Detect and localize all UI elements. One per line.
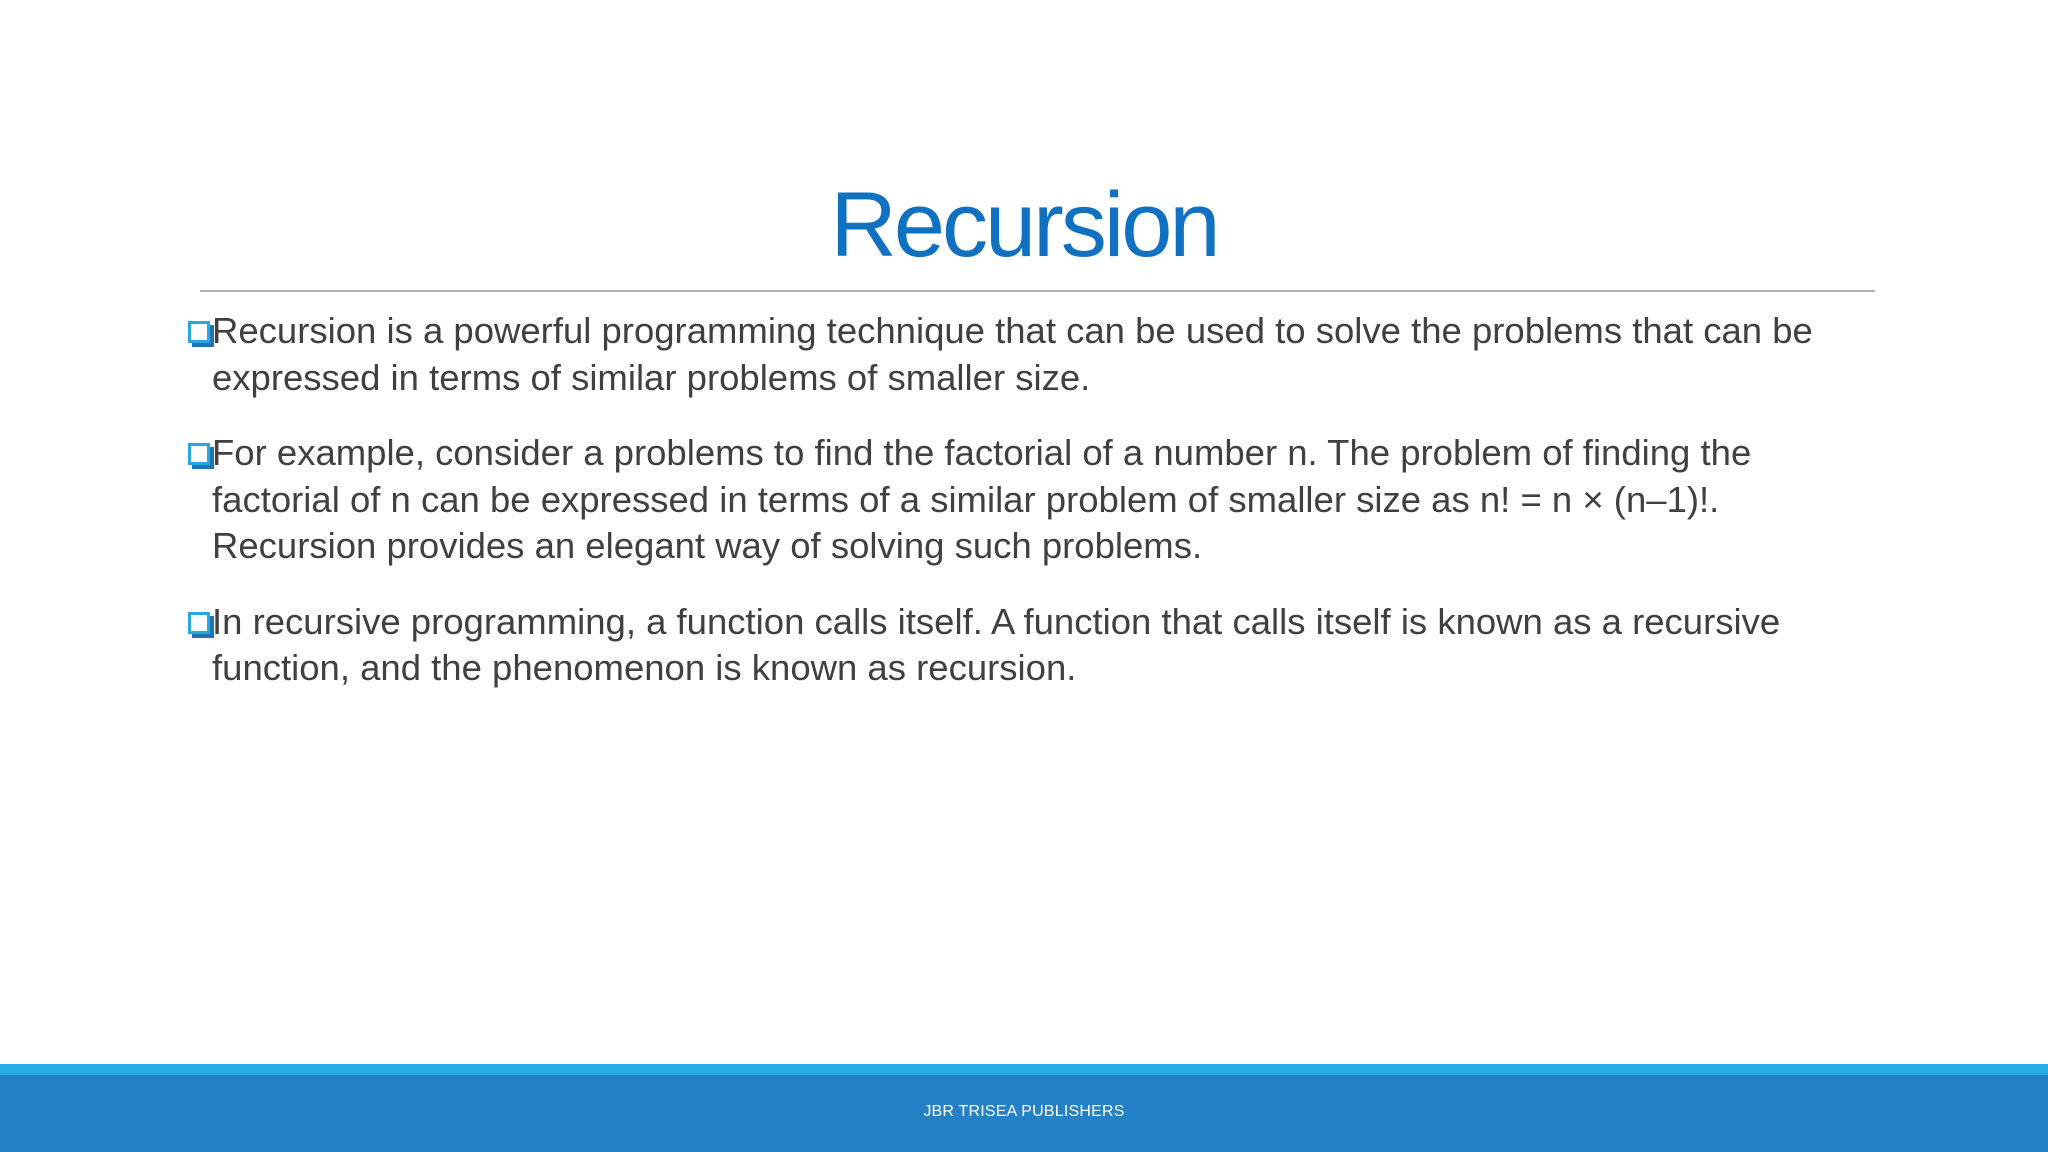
bullet-item (188, 308, 1838, 401)
checkbox-icon (188, 612, 210, 634)
bullet-list (188, 308, 1838, 721)
bullet-text: Recursion is a powerful programming technique that can be used to solve the problems that can be expressed in terms of similar problems of smaller size. (212, 310, 1813, 398)
bullet-item (188, 430, 1838, 570)
title-divider (200, 290, 1875, 292)
slide-title: Recursion (830, 174, 1218, 276)
footer-publisher: JBR TRISEA PUBLISHERS (923, 1103, 1125, 1120)
bullet-text: For example, consider a problems to find the factorial of a number n. The problem of finding the factorial of n can be expressed in terms of a similar problem of smaller size as n! = n × (n–1)!. Recursion provides an elegant way of solving such problems. (212, 432, 1752, 566)
checkbox-icon (188, 321, 210, 343)
footer-bar (0, 1075, 2048, 1152)
footer-accent-stripe (0, 1064, 2048, 1075)
bullet-item (188, 599, 1838, 692)
checkbox-icon (188, 443, 210, 465)
bullet-text: In recursive programming, a function calls itself. A function that calls itself is known as a recursive function, and the phenomenon is known as recursion. (212, 600, 1781, 688)
